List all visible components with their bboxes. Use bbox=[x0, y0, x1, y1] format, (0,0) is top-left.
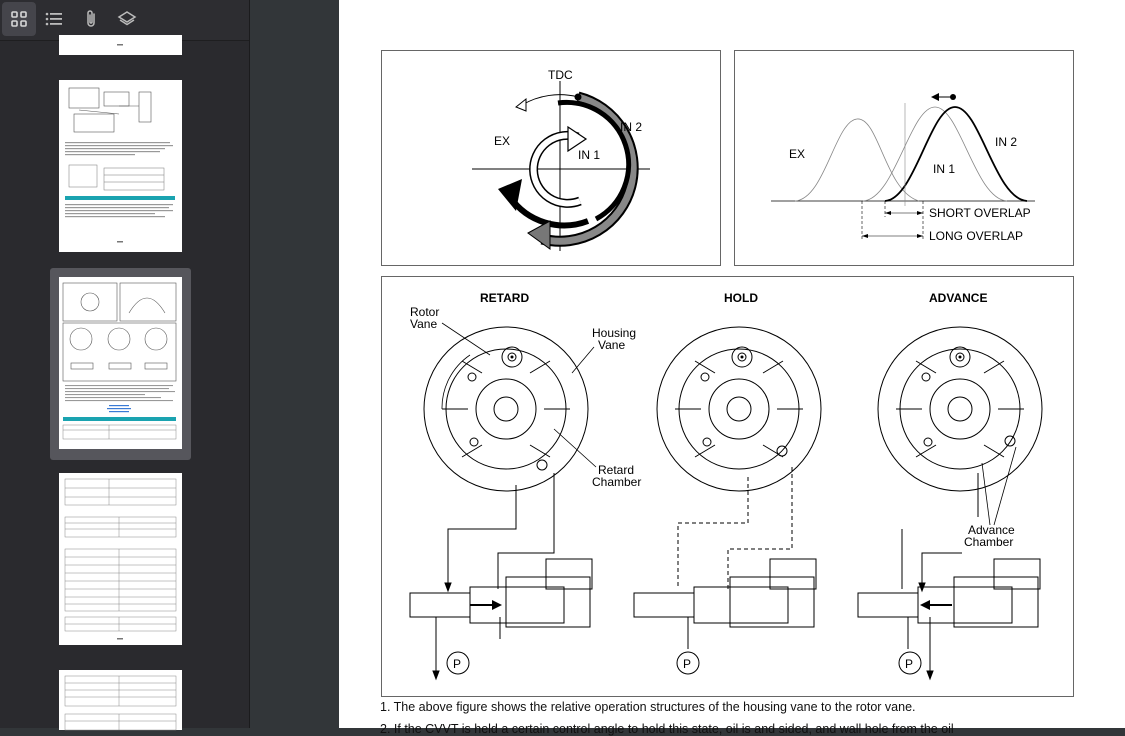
page-thumbnail-preview bbox=[59, 277, 182, 449]
in2-curve-label: IN 2 bbox=[995, 135, 1018, 149]
tdc-label: TDC bbox=[548, 68, 573, 82]
retard-title: RETARD bbox=[480, 291, 530, 305]
sidebar bbox=[0, 0, 250, 728]
pump-label-advance: P bbox=[905, 657, 914, 671]
pump-label-hold: P bbox=[683, 657, 692, 671]
page-thumbnail-preview bbox=[59, 473, 182, 645]
short-overlap-label: SHORT OVERLAP bbox=[929, 206, 1031, 220]
attachments-view-button[interactable] bbox=[74, 2, 108, 36]
rotor-vane-label-1: Rotor bbox=[410, 305, 440, 319]
ex-label: EX bbox=[494, 134, 511, 148]
advance-chamber-label-1: Advance bbox=[968, 523, 1015, 537]
thumbnail-list[interactable] bbox=[0, 41, 249, 728]
grid-icon bbox=[10, 10, 28, 28]
document-page[interactable] bbox=[339, 0, 1125, 736]
outline-view-button[interactable] bbox=[37, 2, 71, 36]
thumbnails-view-button[interactable] bbox=[2, 2, 36, 36]
layers-icon bbox=[117, 10, 137, 28]
cvvt-operation-figure bbox=[381, 276, 1074, 697]
in1-label: IN 1 bbox=[578, 148, 601, 162]
page-thumbnail[interactable] bbox=[59, 35, 182, 55]
housing-vane-label-2: Vane bbox=[598, 338, 626, 352]
in1-curve-label: IN 1 bbox=[933, 162, 956, 176]
caption-line-2: 2. If the CVVT is held a certain control angle to hold this state, oil is and sided, and wall hole from the oil bbox=[380, 722, 954, 736]
rotor-vane-label-2: Vane bbox=[410, 317, 438, 331]
valve-timing-circle-figure bbox=[381, 50, 721, 266]
layers-view-button[interactable] bbox=[110, 2, 144, 36]
viewer-gutter bbox=[250, 0, 339, 728]
caption-line-1: 1. The above figure shows the relative operation structures of the housing vane to the rotor vane. bbox=[380, 700, 916, 714]
valve-overlap-figure bbox=[734, 50, 1074, 266]
page-thumbnail[interactable] bbox=[59, 473, 182, 645]
page-thumbnail-preview bbox=[59, 670, 182, 730]
page-thumbnail[interactable] bbox=[59, 80, 182, 252]
page-thumbnail-current[interactable] bbox=[59, 277, 182, 449]
paperclip-icon bbox=[82, 9, 100, 29]
page-thumbnail-preview bbox=[59, 35, 182, 55]
pump-label-retard: P bbox=[453, 657, 462, 671]
page-thumbnail-preview bbox=[59, 80, 182, 252]
retard-chamber-label-1: Retard bbox=[598, 463, 635, 477]
advance-chamber-label-2: Chamber bbox=[964, 535, 1014, 549]
list-icon bbox=[44, 10, 64, 28]
ex-curve-label: EX bbox=[789, 147, 806, 161]
page-thumbnail[interactable] bbox=[59, 670, 182, 730]
hold-title: HOLD bbox=[724, 291, 758, 305]
retard-chamber-label-2: Chamber bbox=[592, 475, 642, 489]
housing-vane-label-1: Housing bbox=[592, 326, 637, 340]
in2-label: IN 2 bbox=[620, 120, 643, 134]
long-overlap-label: LONG OVERLAP bbox=[929, 229, 1024, 243]
advance-title: ADVANCE bbox=[929, 291, 988, 305]
